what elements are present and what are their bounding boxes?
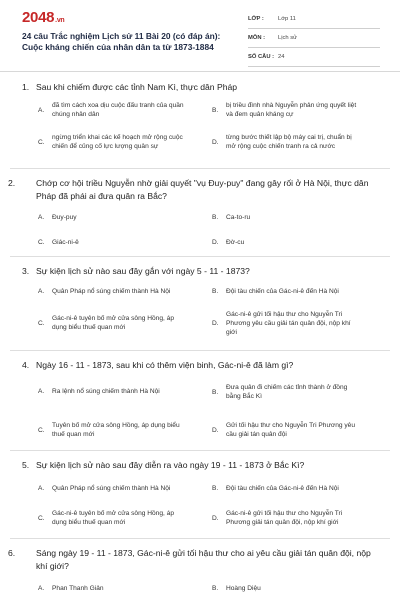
question-number: 1. bbox=[22, 82, 30, 92]
option-text: Gác-ni-ê tuyên bố mở cửa sông Hồng, áp dụng biểu thuế quan mới bbox=[52, 315, 174, 331]
question-6-text bbox=[8, 547, 382, 573]
option-letter: D. bbox=[212, 426, 219, 434]
option-letter: C. bbox=[38, 514, 45, 522]
question-divider bbox=[10, 350, 390, 351]
question-number: 5. bbox=[22, 460, 30, 470]
question-4-option-c[interactable] bbox=[38, 421, 188, 439]
option-letter: A. bbox=[38, 585, 45, 592]
option-letter: D. bbox=[212, 239, 219, 246]
meta-value: Lịch sử bbox=[278, 35, 298, 41]
option-text: bị triều đình nhà Nguyễn phản ứng quyết liệt và đem quân kháng cự bbox=[226, 102, 357, 118]
option-letter: C. bbox=[38, 138, 45, 146]
option-text: Gác-ni-ê gửi tối hậu thư cho Nguyễn Tri Phương yêu cầu giải tán quân đội, nộp khí giới bbox=[226, 311, 351, 336]
question-number: 4. bbox=[22, 360, 30, 370]
option-text: Gác-ni-ê gửi tối hậu thư cho Nguyễn Tri Phương giải tán quân đội, nộp khí giới bbox=[226, 510, 343, 526]
question-divider bbox=[10, 256, 390, 257]
question-body: Chớp cơ hội triều Nguyễn nhờ giải quyết "vụ Đuy-puy" đang gây rối ở Hà Nội, thực dân Pháp đã phái ai đưa quân ra Bắc? bbox=[36, 178, 369, 201]
option-letter: B. bbox=[212, 485, 219, 492]
meta-key: SỐ CÂU : bbox=[248, 54, 275, 60]
option-text: Ra lệnh nổ súng chiếm thành Hà Nội bbox=[52, 388, 160, 395]
option-text: Đội tàu chiến của Gác-ni-ê đến Hà Nội bbox=[226, 288, 339, 295]
option-letter: A. bbox=[38, 485, 45, 492]
option-letter: B. bbox=[212, 585, 219, 592]
question-number: 2. bbox=[8, 178, 16, 188]
question-1-option-b[interactable] bbox=[212, 101, 362, 119]
option-letter: A. bbox=[38, 214, 45, 221]
question-5-option-b[interactable] bbox=[212, 484, 362, 493]
question-3-text bbox=[22, 265, 250, 278]
question-divider bbox=[10, 168, 390, 169]
option-letter: A. bbox=[38, 106, 45, 114]
option-letter: B. bbox=[212, 288, 219, 295]
meta-table bbox=[248, 10, 380, 67]
meta-key: MÔN : bbox=[248, 35, 266, 41]
meta-row-class bbox=[248, 10, 380, 29]
question-3-option-d[interactable] bbox=[212, 310, 362, 337]
question-3-option-a[interactable] bbox=[38, 287, 188, 296]
meta-key: LỚP : bbox=[248, 16, 264, 22]
question-4-text bbox=[22, 359, 293, 372]
question-2-option-d[interactable] bbox=[212, 238, 362, 247]
question-4-option-a[interactable] bbox=[38, 387, 188, 396]
question-3-option-b[interactable] bbox=[212, 287, 362, 296]
question-3-option-c[interactable] bbox=[38, 314, 188, 332]
option-letter: B. bbox=[212, 106, 219, 114]
option-text: ngừng triển khai các kế hoạch mở rộng cuộc chiến để củng cố lực lượng quân sự bbox=[52, 134, 183, 150]
option-letter: C. bbox=[38, 426, 45, 434]
question-2-option-c[interactable] bbox=[38, 238, 188, 247]
option-text: Ca-to-ru bbox=[226, 214, 251, 221]
page-title: 24 câu Trắc nghiệm Lịch sử 11 Bài 20 (có đáp án): Cuộc kháng chiến của nhân dân ta từ 1873-1884 bbox=[22, 31, 221, 52]
question-6-option-a[interactable] bbox=[38, 584, 188, 593]
logo-main: 2048 bbox=[22, 9, 55, 26]
option-letter: D. bbox=[212, 320, 219, 327]
question-body: Sự kiện lịch sử nào sau đây gắn với ngày 5 - 11 - 1873? bbox=[36, 266, 250, 276]
option-text: Đưa quân đi chiếm các tỉnh thành ở đồng bằng Bắc Kì bbox=[226, 384, 348, 400]
question-1-option-a[interactable] bbox=[38, 101, 188, 119]
question-2-option-a[interactable] bbox=[38, 213, 188, 222]
question-divider bbox=[10, 450, 390, 451]
option-text: Phan Thanh Giản bbox=[52, 585, 104, 592]
option-text: Tuyên bố mở cửa sông Hồng, áp dụng biểu thuế quan mới bbox=[52, 422, 180, 438]
meta-row-subject bbox=[248, 29, 380, 48]
question-5-option-c[interactable] bbox=[38, 509, 188, 527]
question-4-option-b[interactable] bbox=[212, 383, 362, 401]
question-1-option-d[interactable] bbox=[212, 133, 362, 151]
meta-value: 24 bbox=[278, 54, 285, 60]
option-letter: D. bbox=[212, 138, 219, 146]
question-body: Ngày 16 - 11 - 1873, sau khi có thêm viện binh, Gác-ni-ê đã làm gì? bbox=[36, 360, 294, 370]
option-letter: A. bbox=[38, 388, 45, 395]
question-5-text bbox=[22, 459, 304, 472]
question-number: 3. bbox=[22, 266, 30, 276]
question-divider bbox=[10, 538, 390, 539]
question-body: Sự kiện lịch sử nào sau đây diễn ra vào ngày 19 - 11 - 1873 ở Bắc Kì? bbox=[36, 460, 305, 470]
question-1-text bbox=[22, 81, 237, 94]
site-logo[interactable] bbox=[22, 9, 64, 26]
question-number: 6. bbox=[8, 548, 16, 558]
question-1-option-c[interactable] bbox=[38, 133, 188, 151]
option-text: Đờ-cu bbox=[226, 239, 245, 246]
question-2-text bbox=[8, 177, 382, 203]
option-letter: C. bbox=[38, 239, 45, 246]
option-text: Quân Pháp nổ súng chiếm thành Hà Nội bbox=[52, 288, 171, 295]
question-6-option-b[interactable] bbox=[212, 584, 362, 593]
option-letter: B. bbox=[212, 388, 219, 396]
page-header bbox=[0, 0, 400, 72]
option-letter: A. bbox=[38, 288, 45, 295]
option-text: Gửi tối hậu thư cho Nguyễn Tri Phương yêu cầu giải tán quân đội bbox=[226, 422, 355, 438]
question-2-option-b[interactable] bbox=[212, 213, 362, 222]
option-text: Đội tàu chiến của Gác-ni-ê đến Hà Nội bbox=[226, 485, 339, 492]
question-5-option-a[interactable] bbox=[38, 484, 188, 493]
logo-suffix: .vn bbox=[55, 17, 65, 24]
question-5-option-d[interactable] bbox=[212, 509, 362, 527]
option-text: từng bước thiết lập bộ máy cai trị, chuẩn bị mở rộng cuộc chiến tranh ra cả nước bbox=[226, 134, 352, 150]
option-text: Hoàng Diệu bbox=[226, 585, 261, 592]
option-letter: B. bbox=[212, 214, 219, 221]
question-body: Sáng ngày 19 - 11 - 1873, Gác-ni-ê gửi tối hậu thư cho ai yêu cầu giải tán quân đội, nộp khí giới? bbox=[36, 548, 371, 571]
question-body: Sau khi chiếm được các tỉnh Nam Kì, thực dân Pháp bbox=[36, 82, 238, 92]
option-letter: C. bbox=[38, 319, 45, 327]
option-text: Gác-ni-ê tuyên bố mở cửa sông Hồng, áp dụng biểu thuế quan mới bbox=[52, 510, 174, 526]
question-4-option-d[interactable] bbox=[212, 421, 362, 439]
option-text: đã tìm cách xoa dịu cuộc đấu tranh của quần chúng nhân dân bbox=[52, 102, 184, 118]
option-text: Quân Pháp nổ súng chiếm thành Hà Nội bbox=[52, 485, 171, 492]
option-text: Đuy-puy bbox=[52, 214, 77, 221]
meta-row-count bbox=[248, 48, 380, 67]
option-letter: D. bbox=[212, 514, 219, 522]
meta-value: Lớp 11 bbox=[278, 16, 296, 22]
option-text: Giác-ni-ê bbox=[52, 239, 79, 246]
